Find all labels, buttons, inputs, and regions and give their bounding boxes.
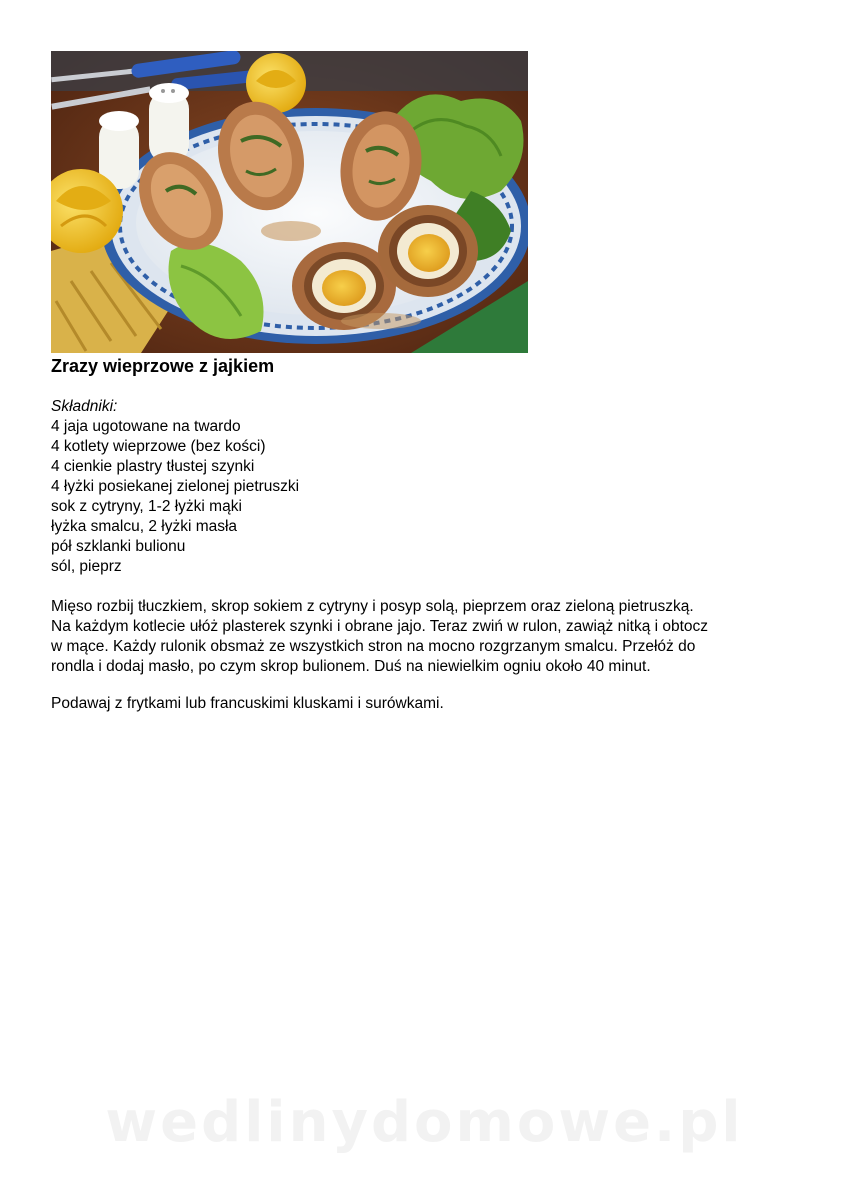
watermark-text: wedlinydomowe.pl — [105, 1090, 744, 1155]
ingredient-item: łyżka smalcu, 2 łyżki masła — [51, 518, 238, 535]
ingredients-section — [51, 397, 299, 577]
method-line: Na każdym kotlecie ułóż plasterek szynki i obrane jajo. Teraz zwiń w rulon, zawiąż nitką i obtocz — [51, 618, 709, 635]
ingredient-item: pół szklanki bulionu — [51, 538, 186, 555]
recipe-title: Zrazy wieprzowe z jajkiem — [51, 356, 275, 376]
ingredient-item: 4 łyżki posiekanej zielonej pietruszki — [51, 478, 300, 495]
ingredient-item: 4 jaja ugotowane na twardo — [51, 418, 241, 435]
ingredient-item: 4 cienkie plastry tłustej szynki — [51, 458, 255, 475]
method-line: w mące. Każdy rulonik obsmaż ze wszystkich stron na mocno rozgrzanym smalcu. Przełóż do — [51, 638, 696, 655]
ingredient-item: sok z cytryny, 1-2 łyżki mąki — [51, 498, 242, 515]
method-line: rondla i dodaj masło, po czym skrop bulionem. Duś na niewielkim ogniu około 40 minut. — [51, 658, 651, 675]
ingredient-item: sól, pieprz — [51, 558, 122, 575]
ingredient-item: 4 kotlety wieprzowe (bez kości) — [51, 438, 266, 455]
ingredients-label: Składniki: — [51, 398, 118, 415]
food-photo-icon — [51, 51, 528, 353]
dish-photo — [51, 51, 528, 353]
method-paragraph — [51, 597, 708, 677]
serving-suggestion: Podawaj z frytkami lub francuskimi kluskami i surówkami. — [51, 695, 444, 712]
method-line: Mięso rozbij tłuczkiem, skrop sokiem z cytryny i posyp solą, pieprzem oraz zieloną pietruszką. — [51, 598, 694, 615]
